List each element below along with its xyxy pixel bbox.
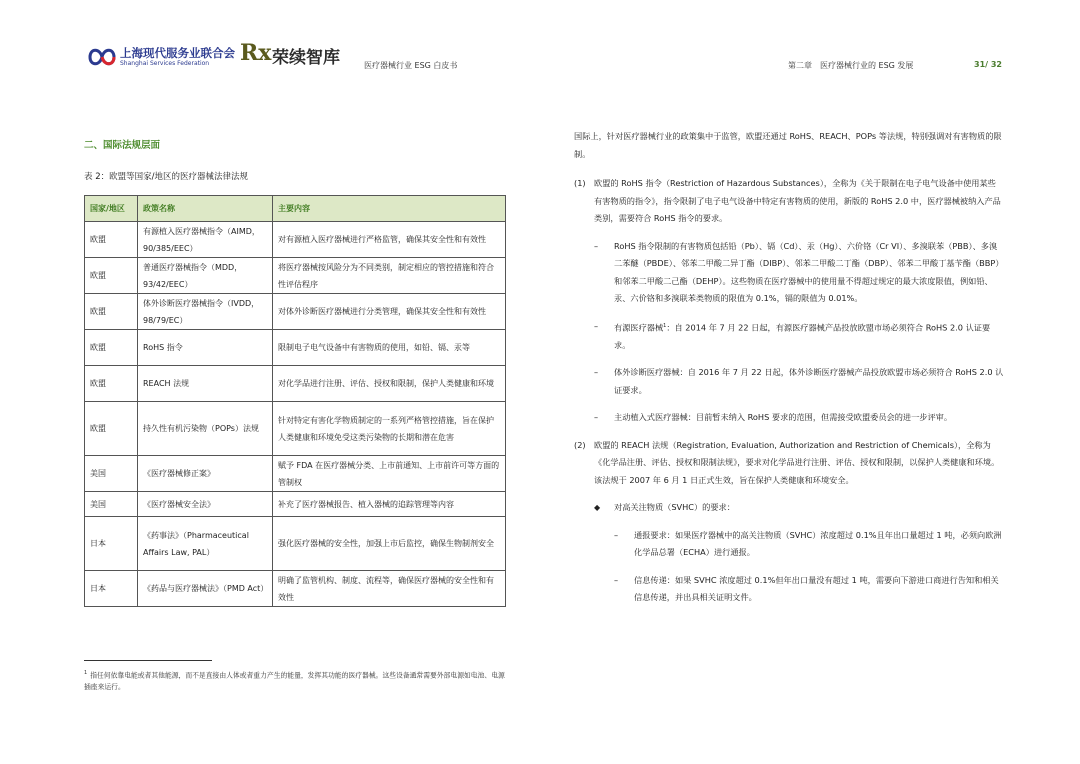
table-row [85, 222, 506, 258]
table-row [85, 517, 506, 571]
cell-content: 对有源植入医疗器械进行严格监管，确保其安全性和有效性 [273, 222, 506, 258]
table-row [85, 330, 506, 366]
regulations-table [84, 195, 506, 607]
active-devices-head: 有源医疗器械 [614, 322, 664, 333]
cell-policy: 普通医疗器械指令（MDD，93/42/EEC） [138, 258, 273, 294]
cell-region: 欧盟 [85, 258, 138, 294]
footnote-mark: 1 [84, 670, 88, 676]
cell-region: 欧盟 [85, 366, 138, 402]
list-item [574, 175, 1004, 228]
table-row [85, 571, 506, 607]
item-number: (2) [574, 439, 586, 450]
rx-mark: Rx [240, 40, 272, 66]
section-title: 二、国际法规层面 [84, 140, 161, 151]
header-content: 主要内容 [273, 196, 506, 222]
document-title: 医疗器械行业 ESG 白皮书 [364, 61, 458, 70]
diamond-bullet-icon: ◆ [594, 503, 601, 513]
cell-policy: REACH 法规 [138, 366, 273, 402]
list-item [594, 238, 1004, 308]
cell-content: 限制电子电气设备中有害物质的使用，如铅、镉、汞等 [273, 330, 506, 366]
cell-region: 欧盟 [85, 294, 138, 330]
cell-region: 日本 [85, 517, 138, 571]
cell-policy: 《医疗器械安全法》 [138, 492, 273, 517]
table-row [85, 366, 506, 402]
cell-content: 补充了医疗器械报告、植入器械的追踪管理等内容 [273, 492, 506, 517]
header-region: 国家/地区 [85, 196, 138, 222]
table-row [85, 456, 506, 492]
cell-region: 欧盟 [85, 402, 138, 456]
item-number: (1) [574, 178, 586, 188]
implantable-devices: 主动植入式医疗器械：目前暂未纳入 RoHS 要求的范围，但需接受欧盟委员会的进一步评审。 [614, 412, 953, 423]
table-row [85, 258, 506, 294]
footnote [84, 667, 510, 693]
table-row [85, 294, 506, 330]
svhc-heading: 对高关注物质（SVHC）的要求： [614, 502, 735, 513]
table-row [85, 402, 506, 456]
dash-mark: – [594, 320, 599, 331]
cell-policy: 有源植入医疗器械指令（AIMD，90/385/EEC） [138, 222, 273, 258]
dash-mark: – [614, 529, 619, 540]
cell-policy: 体外诊断医疗器械指令（IVDD，98/79/EC） [138, 294, 273, 330]
dash-mark: – [594, 412, 599, 423]
dash-mark: – [594, 240, 599, 251]
page-header [0, 0, 1080, 90]
header-policy: 政策名称 [138, 196, 273, 222]
rohs-paragraph: 欧盟的 RoHS 指令（Restriction of Hazardous Substances），全称为《关于限制在电子电气设备中使用某些有害物质的指令》，指令限制了电子电气设备中特定有害物质的使用，新版的 RoHS 2.0 中，医疗器械被纳入产品类别，需要符合 RoHS 指令的要求。 [594, 178, 1001, 223]
list-item [594, 364, 1004, 399]
list-item [614, 527, 1004, 562]
list-item [574, 437, 1004, 490]
ssf-logo-en: Shanghai Services Federation [120, 60, 210, 67]
active-devices-text: ：自 2014 年 7 月 22 日起，有源医疗器械产品投放欧盟市场必须符合 RoHS 2.0 认证要求。 [614, 322, 991, 350]
table-row [85, 492, 506, 517]
svhc-communication: 信息传递：如果 SVHC 浓度超过 0.1%但年出口量没有超过 1 吨，需要向下游进口商进行告知和相关信息传递，并出具相关证明文件。 [634, 574, 999, 603]
footnote-divider [84, 660, 212, 661]
cell-content: 对化学品进行注册、评估、授权和限制，保护人类健康和环境 [273, 366, 506, 402]
intro-paragraph: 国际上，针对医疗器械行业的政策集中于监管，欧盟还通过 RoHS、REACH、POPs 等法规，特别强调对有害物质的限制。 [574, 131, 1002, 159]
svhc-notification: 通报要求：如果医疗器械中的高关注物质（SVHC）浓度超过 0.1%且年出口量超过 1 吨，必须向欧洲化学品总署（ECHA）进行通报。 [634, 529, 1002, 558]
list-item [614, 572, 1004, 607]
ivd-devices: 体外诊断医疗器械：自 2016 年 7 月 22 日起，体外诊断医疗器械产品投放欧盟市场必须符合 RoHS 2.0 认证要求。 [614, 367, 1004, 395]
cell-region: 欧盟 [85, 222, 138, 258]
cell-content: 将医疗器械按风险分为不同类别，制定相应的管控措施和符合性评估程序 [273, 258, 506, 294]
cell-region: 欧盟 [85, 330, 138, 366]
cell-content: 对体外诊断医疗器械进行分类管理，确保其安全性和有效性 [273, 294, 506, 330]
list-item [594, 499, 1004, 517]
ssf-logo-cn: 上海现代服务业联合会 [120, 46, 235, 60]
rongxu-logo-name: 荣续智库 [272, 48, 340, 68]
active-devices [614, 318, 1004, 355]
cell-content: 赋予 FDA 在医疗器械分类、上市前通知、上市前许可等方面的管制权 [273, 456, 506, 492]
page-number: 31/ 32 [974, 60, 1002, 69]
right-column [574, 128, 1004, 617]
list-item [594, 409, 1004, 427]
cell-policy: 《医疗器械修正案》 [138, 456, 273, 492]
cell-region: 日本 [85, 571, 138, 607]
reach-paragraph: 欧盟的 REACH 法规（Registration, Evaluation, Authorization and Restriction of Chemicals），全称为《化学品注册、评估、授权和限制法规》，要求对化学品进行注册、评估、授权和限制，以保护人类健康和环境。该法规于 2007 年 6 月 1 日正式生效，旨在保护人类健康和环境安全。 [594, 439, 1000, 485]
cell-policy: 《药品与医疗器械法》（PMD Act） [138, 571, 273, 607]
table-caption: 表 2：欧盟等国家/地区的医疗器械法律法规 [84, 172, 248, 182]
cell-policy: 《药事法》（Pharmaceutical Affairs Law, PAL） [138, 517, 273, 571]
cell-region: 美国 [85, 492, 138, 517]
cell-policy: RoHS 指令 [138, 330, 273, 366]
footnote-ref: 1 [663, 322, 667, 329]
cell-content: 明确了监管机构、制度、流程等，确保医疗器械的安全性和有效性 [273, 571, 506, 607]
dash-mark: – [594, 367, 599, 378]
dash-mark: – [614, 574, 619, 585]
cell-policy: 持久性有机污染物（POPs）法规 [138, 402, 273, 456]
rohs-substances: RoHS 指令限制的有害物质包括铅（Pb）、镉（Cd）、汞（Hg）、六价铬（Cr VI）、多溴联苯（PBB）、多溴二苯醚（PBDE）、邻苯二甲酸二异丁酯（DIBP）、邻苯二甲酸二丁酯（DBP）、邻苯二甲酸丁基苄酯（BBP）和邻苯二甲酸二己酯（DEHP）。这些物质在医疗器械中的使用量不得超过规定的最大浓度限值，例如铅、汞、六价铬和多溴联苯类物质的限值为 0.1%，镉的限值为 0.01%。 [614, 240, 1004, 303]
ssf-logo [86, 44, 246, 72]
list-item [594, 318, 1004, 355]
table-header-row [85, 196, 506, 222]
cell-content: 针对特定有害化学物质制定的一系列严格管控措施，旨在保护人类健康和环境免受这类污染物的长期和潜在危害 [273, 402, 506, 456]
ssf-logo-icon [86, 44, 118, 70]
cell-content: 强化医疗器械的安全性，加强上市后监控，确保生物制剂安全 [273, 517, 506, 571]
rongxu-logo [240, 40, 360, 70]
cell-region: 美国 [85, 456, 138, 492]
chapter-title: 第二章 医疗器械行业的 ESG 发展 [788, 61, 914, 70]
footnote-text: 指任何依靠电能或者其他能源，而不是直接由人体或者重力产生的能量，发挥其功能的医疗器械。这些设备通常需要外部电源如电池、电源插座来运行。 [84, 671, 505, 692]
